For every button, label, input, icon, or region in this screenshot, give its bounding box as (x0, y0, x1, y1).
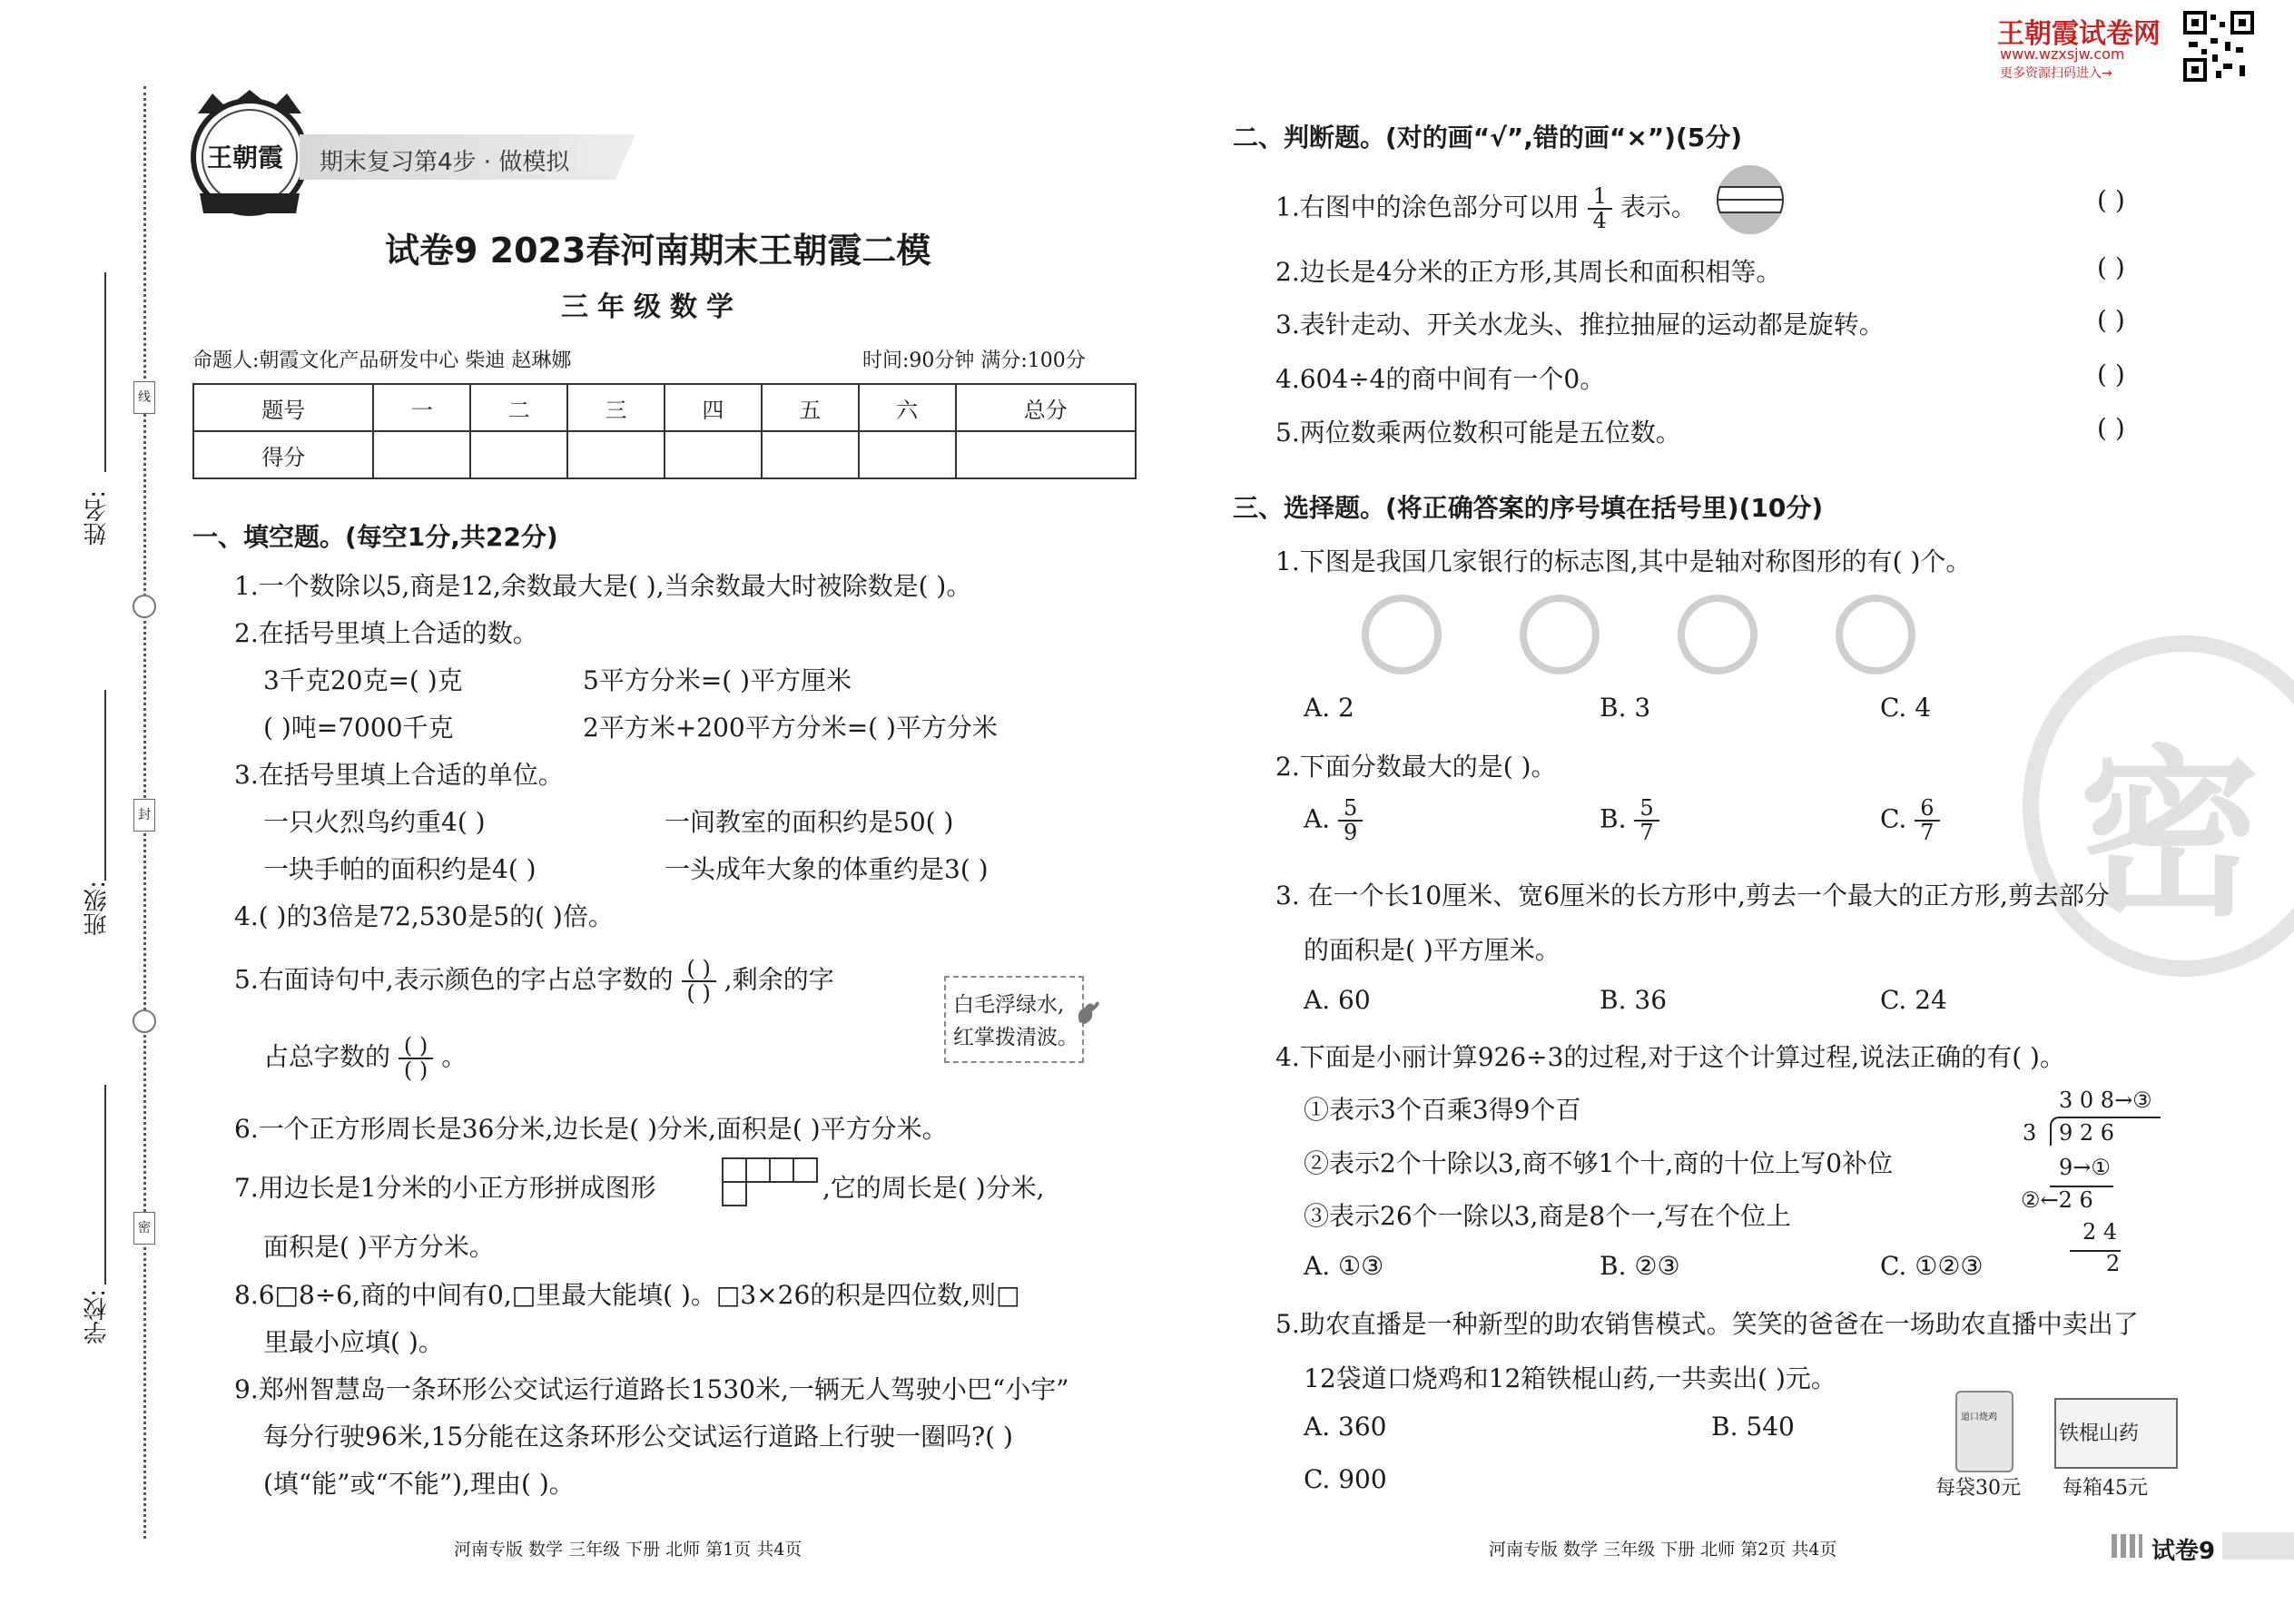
division-step-1: 9→① (2059, 1155, 2111, 1180)
statement-2: ②表示2个十除以3,商不够1个十,商的十位上写0补位 (1304, 1148, 1894, 1178)
poem-line-2: 红掌拨清波。 (953, 1026, 1078, 1049)
banner-text: 期末复习第4步 · 做模拟 (320, 149, 570, 176)
question-1-9: 9.郑州智慧岛一条环形公交试运行道路长1530米,一辆无人驾驶小巴“小宇” (234, 1374, 1069, 1404)
option-a[interactable]: A. 360 (1304, 1412, 1387, 1442)
question-2-3: 3.表针走动、开关水龙头、推拉抽屉的运动都是旋转。 (1275, 310, 1885, 340)
box-label: 铁棍山药 (2059, 1422, 2140, 1445)
question-1-6: 6.一个正方形周长是36分米,边长是( )分米,面积是( )平方分米。 (234, 1114, 948, 1144)
fraction-denominator: 9 (1344, 820, 1358, 846)
grid-square (793, 1157, 818, 1183)
division-dividend: 9 2 6 (2059, 1120, 2115, 1146)
question-1-2: 2.在括号里填上合适的数。 (234, 618, 538, 648)
shaded-circle-figure (1714, 163, 1787, 236)
school-underline[interactable] (104, 1085, 106, 1284)
score-table-header-row (193, 384, 1136, 431)
bag-label: 道口烧鸡 (1961, 1412, 1997, 1422)
option-a[interactable]: A. 60 (1304, 985, 1371, 1015)
question-1-5-text: 5.右面诗句中,表示颜色的字占总字数的 (234, 964, 674, 995)
question-1-5-text-b: ,剩余的字 (724, 964, 834, 995)
bank-logo-icon (1362, 595, 1442, 674)
table-cell: 三 (567, 384, 665, 431)
fraction-one-quarter (1588, 185, 1612, 232)
question-1-7-cont: ,它的周长是( )分米, (822, 1173, 1045, 1203)
option-label: B. (1600, 803, 1627, 834)
question-1-9-line3: (填“能”或“不能”),理由( )。 (263, 1469, 575, 1499)
question-3-4: 4.下面是小丽计算926÷3的过程,对于这个计算过程,说法正确的有( )。 (1275, 1042, 2065, 1072)
table-cell: 一 (373, 384, 470, 431)
page-subtitle: 三年级数学 (561, 291, 743, 323)
footer-left: 河南专版 数学 三年级 下册 北师 第1页 共4页 (454, 1540, 802, 1560)
fraction-blank[interactable] (399, 1035, 433, 1082)
option-c[interactable]: C. 24 (1880, 985, 1947, 1015)
fraction-numerator: 1 (1588, 185, 1612, 210)
fraction-blank[interactable] (682, 958, 716, 1005)
question-2-2: 2.边长是4分米的正方形,其周长和面积相等。 (1275, 257, 1782, 287)
statement-1: ①表示3个百乘3得9个百 (1304, 1095, 1581, 1125)
option-b[interactable] (1600, 797, 1659, 844)
fraction-numerator: 6 (1915, 797, 1939, 822)
question-1-8: 8.6□8÷6,商的中间有0,□里最大能填( )。□3×26的积是四位数,则□ (234, 1280, 1020, 1310)
question-1-5 (234, 958, 834, 1005)
price-bag: 每袋30元 (1935, 1477, 2021, 1500)
score-cell[interactable] (567, 431, 665, 478)
question-1-2c: ( )吨=7000千克 (263, 713, 454, 743)
option-c[interactable]: C. 900 (1304, 1464, 1387, 1494)
binding-mark-seal: 封 (133, 799, 155, 832)
score-cell[interactable] (373, 431, 470, 478)
bank-logo-icon (1836, 595, 1915, 674)
school-label: 学校: (84, 1289, 111, 1344)
score-cell[interactable] (665, 431, 762, 478)
class-label: 班级: (84, 881, 111, 936)
watermark-brand: 王朝霞试卷网 (1997, 18, 2161, 50)
table-cell: 题号 (193, 384, 373, 431)
fraction-denominator: ( ) (686, 980, 711, 1007)
table-cell: 五 (762, 384, 859, 431)
fraction-numerator: 5 (1634, 797, 1659, 822)
question-1-2a: 3千克20克=( )克 (263, 665, 463, 695)
section2-heading: 二、判断题。(对的画“√”,错的画“×”)(5分) (1233, 123, 1743, 153)
page-tag: 试卷9 (2151, 1538, 2216, 1565)
answer-paren[interactable]: ( ) (2097, 185, 2125, 215)
question-3-5-cont: 12袋道口烧鸡和12箱铁棍山药,一共卖出( )元。 (1304, 1363, 1836, 1393)
watermark-url: www.wzxsjw.com (2000, 45, 2125, 63)
option-c[interactable]: C. ①②③ (1880, 1251, 1984, 1281)
chicken-bag-icon (1955, 1391, 2013, 1472)
watermark-more: 更多资源扫码进入→ (2000, 66, 2112, 81)
time-info: 时间:90分钟 满分:100分 (862, 349, 1086, 372)
fraction-numerator: ( ) (682, 958, 716, 982)
grid-square (722, 1157, 747, 1183)
question-1-2d: 2平方米+200平方分米=( )平方分米 (583, 713, 998, 743)
page-tag-strip (2222, 1532, 2294, 1560)
option-label: C. (1880, 803, 1907, 834)
division-step-3: 2 4 (2082, 1219, 2118, 1245)
score-table (192, 383, 1137, 479)
question-3-2: 2.下面分数最大的是( )。 (1275, 752, 1557, 782)
poem-line-1: 白毛浮绿水, (953, 993, 1065, 1017)
option-b[interactable]: B. 3 (1600, 693, 1651, 723)
fraction-numerator: ( ) (399, 1035, 433, 1059)
qr-code-icon[interactable] (2183, 11, 2254, 82)
question-1-5-cont (263, 1035, 467, 1082)
option-a[interactable] (1304, 797, 1363, 844)
option-b[interactable]: B. ②③ (1600, 1251, 1680, 1281)
table-cell: 四 (665, 384, 762, 431)
question-1-1: 1.一个数除以5,商是12,余数最大是( ),当余数最大时被除数是( )。 (234, 571, 972, 601)
grid-square (745, 1157, 771, 1183)
option-a[interactable]: A. 2 (1304, 693, 1354, 723)
question-1-3c: 一块手帕的面积约是4( ) (263, 854, 537, 884)
question-1-2b: 5平方分米=( )平方厘米 (583, 665, 852, 695)
division-quotient: 3 0 8→③ (2059, 1088, 2152, 1113)
fraction-numerator: 5 (1338, 797, 1363, 822)
question-1-7-area: 面积是( )平方分米。 (263, 1232, 495, 1262)
footer-right: 河南专版 数学 三年级 下册 北师 第2页 共4页 (1489, 1540, 1837, 1560)
bank-logo-icon (1678, 595, 1757, 674)
division-step-2: ②←2 6 (2021, 1187, 2093, 1213)
table-cell: 总分 (956, 384, 1137, 431)
statement-3: ③表示26个一除以3,商是8个一,写在个位上 (1304, 1201, 1792, 1231)
stamp-text: 密 (2079, 730, 2261, 941)
fraction-denominator: 4 (1592, 208, 1607, 234)
question-3-3-cont: 的面积是( )平方厘米。 (1304, 935, 1561, 965)
option-fraction (1634, 797, 1659, 844)
question-2-5: 5.两位数乘两位数积可能是五位数。 (1275, 418, 1681, 448)
option-a[interactable]: A. ①③ (1304, 1251, 1384, 1281)
answer-paren[interactable]: ( ) (2097, 305, 2125, 335)
fraction-denominator: 7 (1920, 820, 1935, 846)
badge-brand: 王朝霞 (207, 143, 284, 172)
division-remainder: 2 (2106, 1251, 2121, 1276)
grid-square (722, 1181, 747, 1206)
question-1-8-cont: 里最小应填( )。 (263, 1327, 444, 1357)
name-underline[interactable] (104, 272, 106, 472)
question-3-3: 3. 在一个长10厘米、宽6厘米的长方形中,剪去一个最大的正方形,剪去部分 (1275, 881, 2110, 910)
question-2-4: 4.604÷4的商中间有一个0。 (1275, 364, 1606, 394)
table-cell: 二 (470, 384, 567, 431)
table-cell: 六 (859, 384, 956, 431)
class-underline[interactable] (104, 690, 106, 881)
authors: 命题人:朝霞文化产品研发中心 柴迪 赵琳娜 (192, 349, 572, 372)
fraction-denominator: ( ) (403, 1058, 428, 1084)
grid-square (769, 1157, 794, 1183)
score-cell[interactable] (956, 431, 1137, 478)
answer-paren[interactable]: ( ) (2097, 413, 2125, 443)
question-1-5-text-d: 。 (441, 1041, 468, 1072)
option-c[interactable] (1880, 797, 1940, 844)
score-cell[interactable] (762, 431, 859, 478)
option-label: A. (1304, 803, 1331, 834)
question-1-7: 7.用边长是1分米的小正方形拼成图形 (234, 1173, 656, 1203)
binding-hole (133, 1009, 156, 1033)
division-divisor: 3 (2023, 1120, 2037, 1146)
option-fraction (1338, 797, 1363, 844)
binding-mark-line: 线 (133, 381, 155, 414)
goose-icon (1074, 997, 1101, 1028)
section1-heading: 一、填空题。(每空1分,共22分) (192, 522, 558, 552)
option-fraction (1915, 797, 1939, 844)
option-b[interactable]: B. 540 (1711, 1412, 1795, 1442)
score-cell[interactable] (470, 431, 567, 478)
answer-paren[interactable]: ( ) (2097, 252, 2125, 282)
question-1-9-line2: 每分行驶96米,15分能在这条环形公交试运行道路上行驶一圈吗?( ) (263, 1422, 1013, 1452)
page-title: 试卷9 2023春河南期末王朝霞二模 (385, 231, 931, 271)
fraction-denominator: 7 (1639, 820, 1654, 846)
table-cell: 得分 (193, 431, 373, 478)
score-cell[interactable] (859, 431, 956, 478)
answer-paren[interactable]: ( ) (2097, 359, 2125, 389)
score-table-score-row (193, 431, 1136, 478)
question-2-1 (1275, 185, 1697, 232)
page-tag-decoration (2112, 1534, 2142, 1558)
question-1-4: 4.( )的3倍是72,530是5的( )倍。 (234, 901, 614, 931)
question-2-1-text: 1.右图中的涂色部分可以用 (1275, 192, 1580, 222)
section3-heading: 三、选择题。(将正确答案的序号填在括号里)(10分) (1233, 493, 1824, 523)
question-1-5-text-c: 占总字数的 (263, 1041, 391, 1072)
binding-hole (133, 595, 156, 618)
question-3-5: 5.助农直播是一种新型的助农销售模式。笑笑的爸爸在一场助农直播中卖出了 (1275, 1309, 2139, 1339)
question-2-1-text-b: 表示。 (1620, 192, 1697, 222)
name-label: 姓名: (84, 490, 111, 546)
option-b[interactable]: B. 36 (1600, 985, 1668, 1015)
question-3-1: 1.下图是我国几家银行的标志图,其中是轴对称图形的有( )个。 (1275, 546, 1972, 576)
bank-logo-icon (1520, 595, 1600, 674)
question-1-3a: 一只火烈鸟约重4( ) (263, 807, 486, 837)
question-1-3d: 一头成年大象的体重约是3( ) (665, 854, 989, 884)
option-c[interactable]: C. 4 (1880, 693, 1932, 723)
price-box: 每箱45元 (2063, 1477, 2148, 1500)
question-1-3b: 一间教室的面积约是50( ) (665, 807, 954, 837)
binding-mark-close: 密 (133, 1212, 155, 1245)
question-1-3: 3.在括号里填上合适的单位。 (234, 760, 564, 790)
